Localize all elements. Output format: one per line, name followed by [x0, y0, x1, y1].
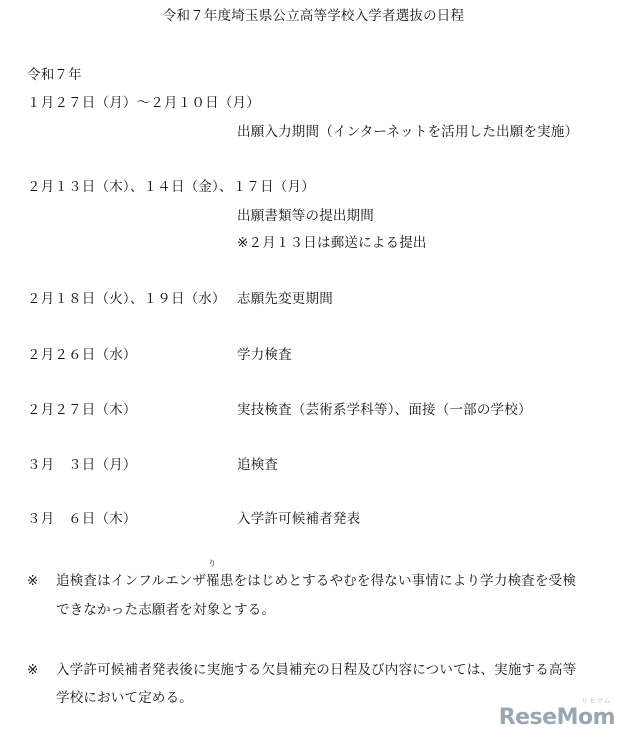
schedule-event: 追検査	[237, 457, 279, 473]
schedule-date: ２月１８日（火）、１９日（水）	[27, 291, 226, 307]
note-text	[56, 559, 577, 590]
schedule-event: 志願先変更期間	[237, 291, 333, 307]
schedule-date: ２月２７日（木）	[27, 402, 137, 418]
ruby-base: 罹	[206, 573, 220, 589]
schedule-date: ３月 ６日（木）	[27, 511, 137, 527]
ruby-reading: り	[208, 559, 217, 568]
note-text: 入学許可候補者発表後に実施する欠員補充の日程及び内容については、実施する高等	[56, 662, 577, 678]
note-mark: ※	[27, 662, 39, 678]
logo-wordmark: ReseMom	[498, 705, 615, 730]
schedule-event: 学力検査	[237, 347, 292, 363]
schedule-date: ２月１３日（木）、１４日（金）、１７日（月）	[27, 179, 315, 195]
schedule-event: 出願入力期間（インターネットを活用した出願を実施）	[237, 124, 579, 140]
note-text-continued: 学校において定める。	[56, 690, 193, 706]
resemom-logo	[498, 697, 615, 732]
note-text-part: 患をはじめとするやむを得ない事情により学力検査を受検	[219, 573, 577, 589]
schedule-date: ２月２６日（水）	[27, 347, 137, 363]
schedule-date: １月２７日（月）～２月１０日（月）	[27, 95, 260, 111]
schedule-event: 入学許可候補者発表	[237, 511, 361, 527]
era-label: 令和７年	[27, 67, 82, 83]
schedule-event: 出願書類等の提出期間	[237, 208, 374, 224]
logo-kana: リセマム	[581, 697, 611, 705]
page-title: 令和７年度埼玉県公立高等学校入学者選抜の日程	[162, 8, 465, 24]
note-text-part: 追検査はインフルエンザ	[56, 573, 207, 589]
note-text-continued: できなかった志願者を対象とする。	[56, 602, 276, 618]
schedule-event-note: ※２月１３日は郵送による提出	[237, 235, 427, 251]
note-mark: ※	[27, 573, 39, 589]
ruby-word	[206, 559, 220, 590]
schedule-event: 実技検査（芸術系学科等）、面接（一部の学校）	[237, 402, 532, 418]
schedule-date: ３月 ３日（月）	[27, 457, 137, 473]
